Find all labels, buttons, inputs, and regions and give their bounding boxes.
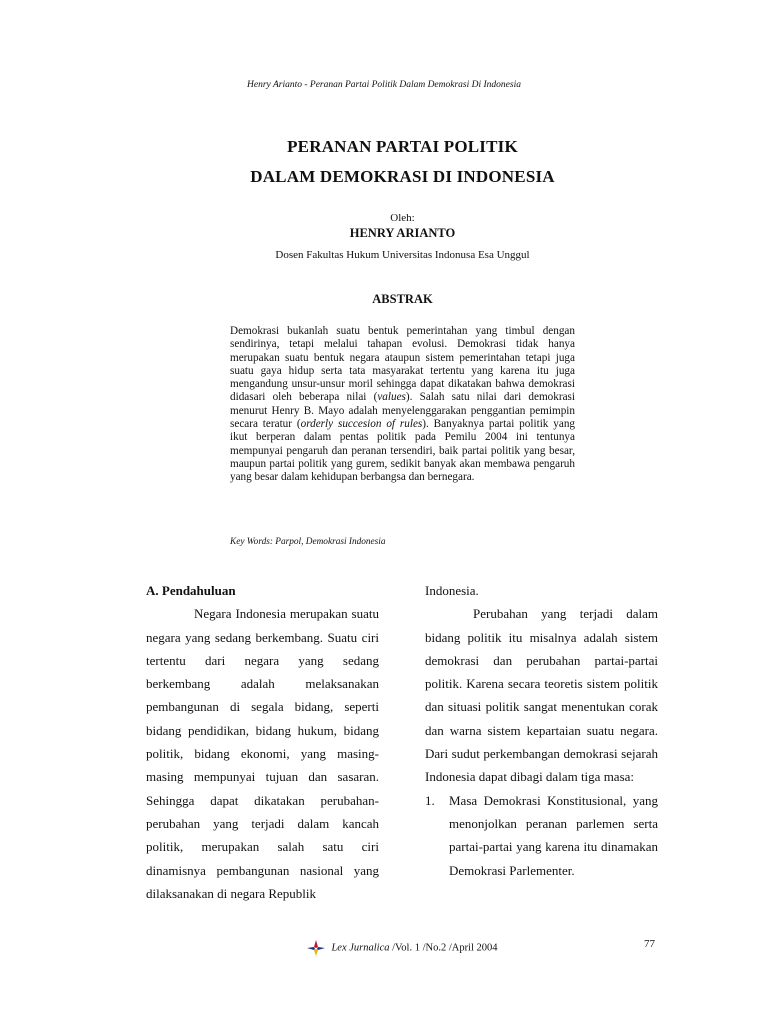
list-item <box>425 789 658 882</box>
abstract-text-2: ). Salah satu nilai dari demokrasi menurut Henry B. Mayo adalah menyelenggarakan penggantian pemimpin secara teratur ( <box>230 391 575 431</box>
section-heading: A. Pendahuluan <box>146 583 236 598</box>
list-item-number: 1. <box>425 792 435 808</box>
abstract-text-1: Demokrasi bukanlah suatu bentuk pemerintahan yang timbul dengan sendirinya, tetapi melalui tahapan evolusi. Demokrasi tidak hanya merupakan suatu bentuk negara ataupun sistem pemerintahan tetapi juga suatu gaya hidup serta tata masyarakat tertentu yang karena itu juga mengandung unsur-unsur moril sehingga dapat dikatakan bahwa demokrasi didasari oleh beberapa nilai ( <box>230 325 575 404</box>
journal-issue: /Vol. 1 /No.2 /April 2004 <box>389 942 498 954</box>
abstract-heading: ABSTRAK <box>372 292 433 306</box>
author-name: HENRY ARIANTO <box>349 226 456 240</box>
byline-label: Oleh: <box>390 212 415 224</box>
running-head: Henry Arianto - Peranan Partai Politik Dalam Demokrasi Di Indonesia <box>247 80 521 90</box>
abstract-text-3: ). Banyaknya partai politik yang ikut berperan dalam pentas politik pada Pemilu 2004 ini tentunya mempunyai pengaruh dan peranan tersendiri, baik partai politik yang besar, maupun partai politik yang gurem, sedikit banyak akan membawa pengaruh yang besar dalam kehidupan berbangsa dan bernegara. <box>230 418 576 484</box>
left-paragraph: Negara Indonesia merupakan suatu negara yang sedang berkembang. Suatu ciri tertentu dari negara yang sedang berkembang adalah melaksanakan pembangunan di segala bidang, seperti bidang pendidikan, bidang hukum, bidang politik, bidang ekonomi, yang masing-masing mempunyai tujuan dan sasaran. Sehingga dapat dikatakan perubahan-perubahan yang terjadi dalam kancah politik, merupakan salah satu ciri dinamisnya pembangunan nasional yang dilaksanakan di negara Republik <box>146 606 379 901</box>
right-column <box>425 579 658 882</box>
journal-name: Lex Jurnalica <box>331 942 390 954</box>
abstract-body <box>230 325 575 485</box>
title-line-2: DALAM DEMOKRASI DI INDONESIA <box>250 167 555 186</box>
right-paragraph: Perubahan yang terjadi dalam bidang politik itu misalnya adalah sistem demokrasi dan perubahan partai-partai politik. Karena secara teoretis sistem politik dan situasi politik sangat menentukan corak dan warna sistem kepartaian suatu negara. Dari sudut perkembangan demokrasi sejarah Indonesia dapat dibagi dalam tiga masa: <box>425 606 658 785</box>
title-line-1: PERANAN PARTAI POLITIK <box>287 137 518 156</box>
abstract-term-values: values <box>377 391 406 404</box>
journal-logo-icon <box>307 940 325 956</box>
right-continuation: Indonesia. <box>425 583 479 598</box>
list-item-text: Masa Demokrasi Konstitusional, yang menonjolkan peranan parlemen serta partai-partai yang karena itu dinamakan Demokrasi Parlementer. <box>449 792 658 878</box>
keywords: Key Words: Parpol, Demokrasi Indonesia <box>230 537 386 547</box>
page-number: 77 <box>644 938 655 950</box>
left-column <box>146 579 379 905</box>
author-affiliation: Dosen Fakultas Hukum Universitas Indonusa Esa Unggul <box>275 249 530 261</box>
abstract-term-orderly: orderly succesion of rules <box>300 418 423 431</box>
